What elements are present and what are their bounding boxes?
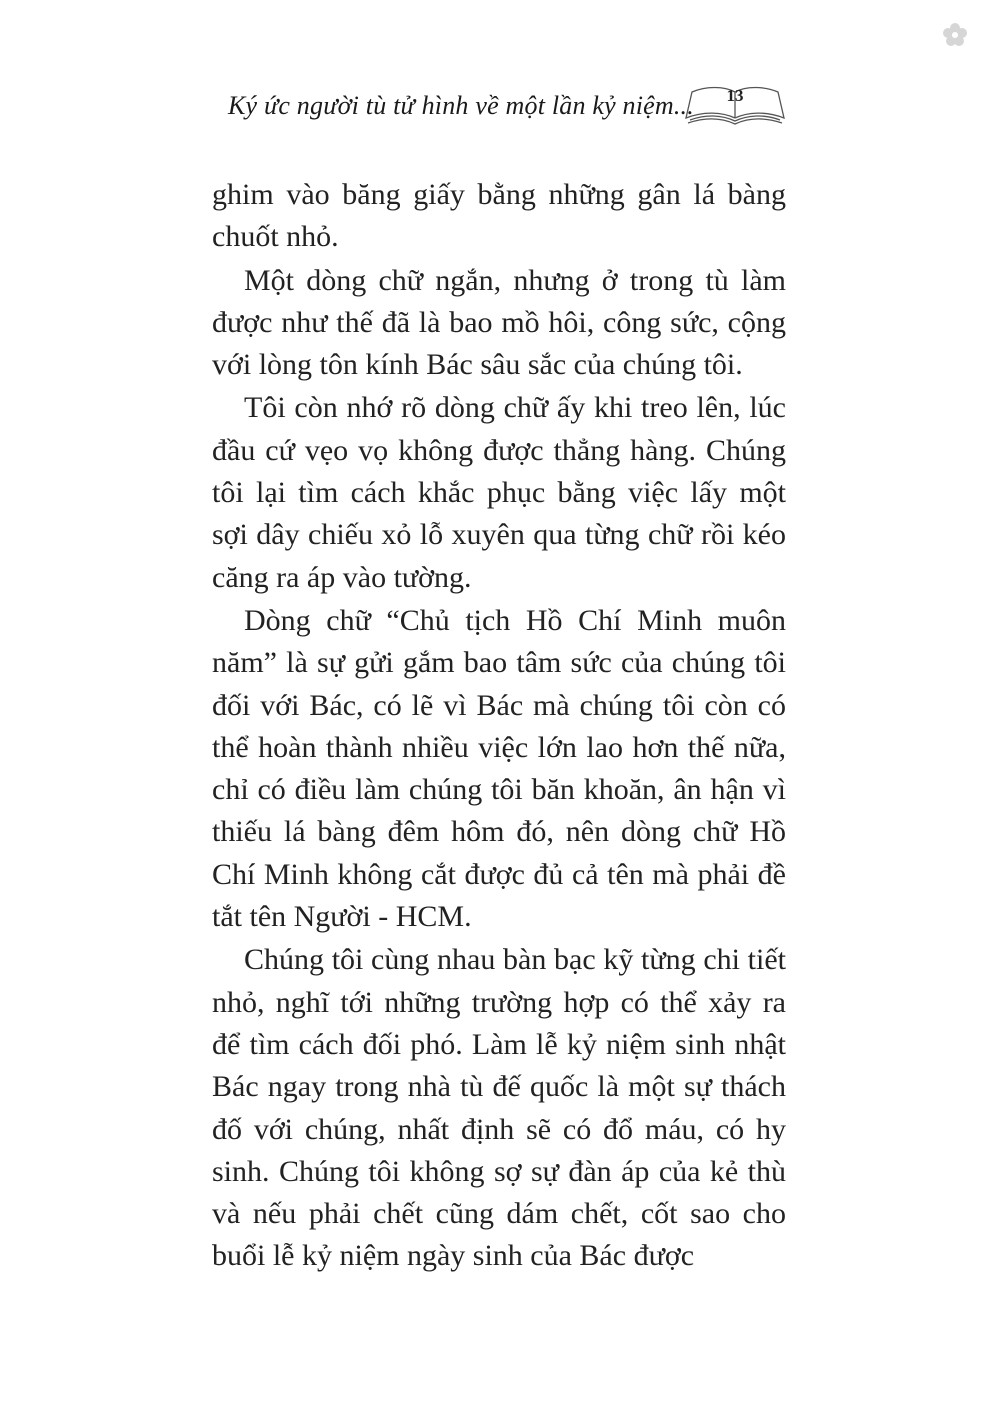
paragraph: Chúng tôi cùng nhau bàn bạc kỹ từng chi tiết nhỏ, nghĩ tới những trường hợp có thể xảy ra để tìm cách đối phó. Làm lễ kỷ niệm sinh nhật Bác ngay trong nhà tù đế quốc là một sự thách đố với chúng, nhất định sẽ có đổ máu, có hy sinh. Chúng tôi không sợ sự đàn áp của kẻ thù và nếu phải chết cũng dám chết, cốt sao cho buổi lễ kỷ niệm ngày sinh của Bác được bbox=[212, 943, 786, 1273]
paragraph: Dòng chữ “Chủ tịch Hồ Chí Minh muôn năm” là sự gửi gắm bao tâm sức của chúng tôi đối với Bác, có lẽ vì Bác mà chúng tôi còn có thể hoàn thành nhiều việc lớn lao hơn thế nữa, chỉ có điều làm chúng tôi băn khoăn, ân hận vì thiếu lá bàng đêm hôm đó, nên dòng chữ Hồ Chí Minh không cắt được đủ cả tên mà phải đề tắt tên Người - HCM. bbox=[212, 603, 786, 934]
page-number: 13 bbox=[726, 86, 744, 105]
paragraph: Tôi còn nhớ rõ dòng chữ ấy khi treo lên, lúc đầu cứ vẹo vọ không được thẳng hàng. Chúng tôi lại tìm cách khắc phục bằng việc lấy một sợi dây chiếu xỏ lỗ xuyên qua từng chữ rồi kéo căng ra áp vào tường. bbox=[212, 391, 786, 594]
flower-ornament-icon bbox=[942, 22, 968, 48]
body-text bbox=[212, 174, 786, 1279]
paragraph: ghim vào băng giấy bằng những gân lá bàng chuốt nhỏ. bbox=[212, 178, 786, 254]
running-header-title: Ký ức người tù tử hình về một lần kỷ niệm... bbox=[228, 91, 694, 120]
page-number-badge bbox=[684, 80, 786, 128]
paragraph: Một dòng chữ ngắn, nhưng ở trong tù làm được như thế đã là bao mồ hôi, công sức, cộng với lòng tôn kính Bác sâu sắc của chúng tôi. bbox=[212, 263, 786, 382]
